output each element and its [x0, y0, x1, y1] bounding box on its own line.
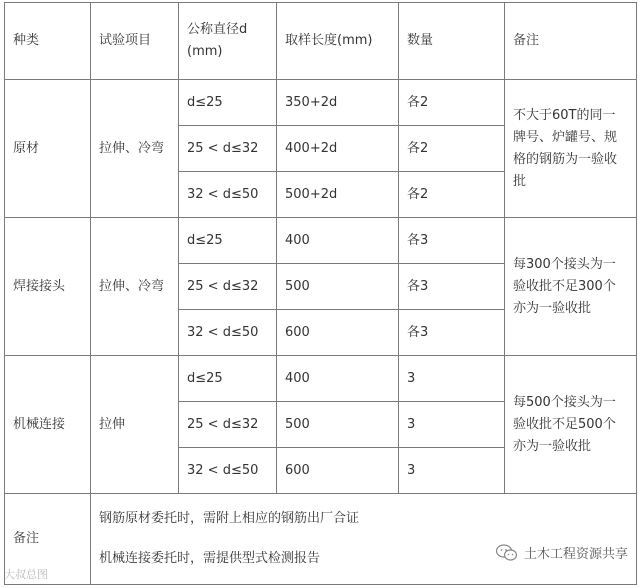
note-line: 批	[513, 173, 527, 189]
footer-row	[5, 494, 637, 585]
note-line: 亦为一验收批	[513, 300, 592, 316]
watermark-left	[4, 566, 48, 582]
diameter-cell: 32 < d≤50	[179, 310, 277, 356]
qty-cell: 各3	[399, 264, 505, 310]
remark-line: 钢筋原材委托时，需附上相应的钢筋出厂合证	[99, 511, 360, 526]
diameter-cell: 32 < d≤50	[179, 172, 277, 218]
note-cell	[505, 356, 637, 494]
note-line: 牌号、炉罐号、规	[513, 129, 618, 145]
header-qty: 数量	[399, 3, 505, 80]
header-diameter-line1: 公称直径d	[187, 22, 248, 37]
qty-cell: 各2	[399, 80, 505, 126]
qty-cell: 各3	[399, 310, 505, 356]
type-cell: 机械连接	[5, 356, 91, 494]
header-diameter	[179, 3, 277, 80]
table-row	[5, 218, 637, 264]
test-cell: 拉伸、冷弯	[91, 80, 179, 218]
header-note: 备注	[505, 3, 637, 80]
note-cell	[505, 218, 637, 356]
length-cell: 350+2d	[277, 80, 399, 126]
watermark-left-text: 大叔总图	[4, 568, 48, 581]
length-cell: 500	[277, 402, 399, 448]
note-line: 不大于60T的同一	[513, 107, 616, 123]
diameter-cell: 25 < d≤32	[179, 402, 277, 448]
remark-line: 机械连接委托时，需提供型式检测报告	[99, 551, 321, 566]
header-row	[5, 3, 637, 80]
note-cell	[505, 80, 637, 218]
test-cell: 拉伸	[91, 356, 179, 494]
table-row	[5, 356, 637, 402]
diameter-cell: 25 < d≤32	[179, 126, 277, 172]
header-type: 种类	[5, 3, 91, 80]
table-row	[5, 80, 637, 126]
length-cell: 500+2d	[277, 172, 399, 218]
diameter-cell: d≤25	[179, 356, 277, 402]
qty-cell: 3	[399, 402, 505, 448]
note-line: 亦为一验收批	[513, 438, 592, 454]
diameter-cell: 25 < d≤32	[179, 264, 277, 310]
note-line: 每500个接头为一	[513, 394, 616, 410]
length-cell: 400+2d	[277, 126, 399, 172]
watermark-right	[496, 543, 628, 562]
note-line: 验收批不足300个	[513, 278, 616, 294]
length-cell: 400	[277, 218, 399, 264]
qty-cell: 各2	[399, 172, 505, 218]
rebar-test-table	[4, 2, 637, 585]
type-cell: 原材	[5, 80, 91, 218]
qty-cell: 各3	[399, 218, 505, 264]
header-test: 试验项目	[91, 3, 179, 80]
header-diameter-line2: (mm)	[187, 44, 223, 59]
length-cell: 600	[277, 310, 399, 356]
length-cell: 600	[277, 448, 399, 494]
note-line: 每300个接头为一	[513, 256, 616, 272]
qty-cell: 各2	[399, 126, 505, 172]
header-length: 取样长度(mm)	[277, 3, 399, 80]
diameter-cell: d≤25	[179, 218, 277, 264]
length-cell: 400	[277, 356, 399, 402]
wechat-icon	[496, 544, 518, 562]
diameter-cell: d≤25	[179, 80, 277, 126]
note-line: 验收批不足500个	[513, 416, 616, 432]
diameter-cell: 32 < d≤50	[179, 448, 277, 494]
footer-label: 备注	[5, 494, 91, 585]
qty-cell: 3	[399, 356, 505, 402]
watermark-right-text: 土木工程资源共享	[523, 547, 628, 562]
length-cell: 500	[277, 264, 399, 310]
qty-cell: 3	[399, 448, 505, 494]
test-cell: 拉伸、冷弯	[91, 218, 179, 356]
footer-remarks	[91, 494, 637, 585]
note-line: 格的钢筋为一验收	[513, 151, 618, 167]
type-cell: 焊接接头	[5, 218, 91, 356]
